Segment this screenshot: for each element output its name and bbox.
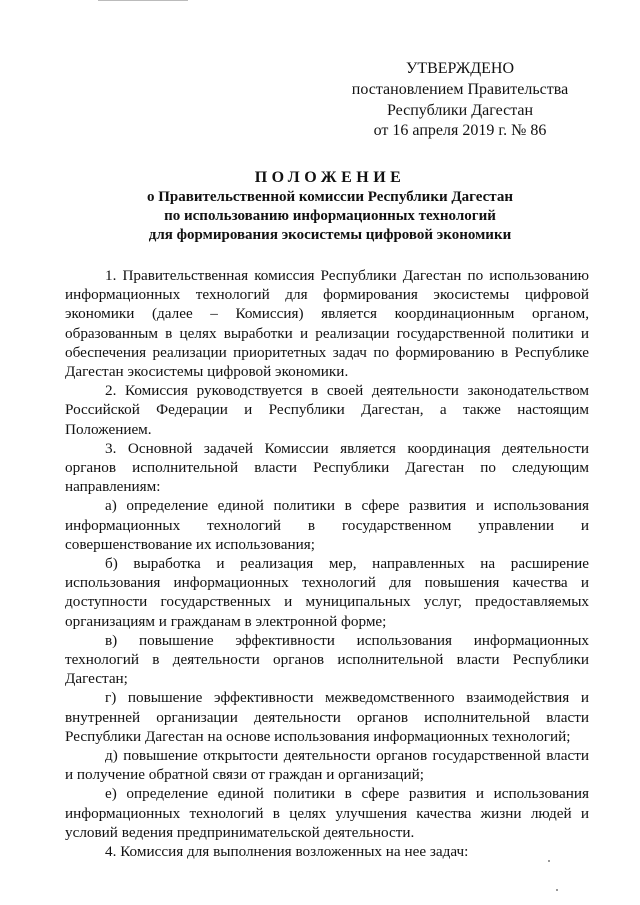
approval-line-2: Республики Дагестан bbox=[386, 102, 534, 119]
scan-speck bbox=[556, 889, 558, 891]
item-a: а) определение единой политики в сфере развития и использования информационных технологий в государственном управлении и совершенствование их использования; bbox=[65, 497, 589, 553]
item-b: б) выработка и реализация мер, направленных на расширение использования информационных технологий для повышения качества и доступности государственных и муниципальных услуг, предоставляемых организациям и гражданам в электронной форме; bbox=[65, 555, 589, 630]
item-e: е) определение единой политики в сфере развития и использования информационных технологий в целях улучшения качества жизни людей и условий ведения предпринимательской деятельности. bbox=[65, 785, 589, 841]
approval-line-1: постановлением Правительства bbox=[351, 81, 569, 98]
item-g: г) повышение эффективности межведомственного взаимодействия и внутренней организации деятельности органов исполнительной власти Республики Дагестан на основе использования информационных технологий; bbox=[65, 689, 589, 745]
approval-block bbox=[330, 58, 590, 139]
paragraph-3: 3. Основной задачей Комиссии является координация деятельности органов исполнительной власти Республики Дагестан по следующим направлениям: bbox=[65, 439, 589, 496]
title-line-3: для формирования экосистемы цифровой экономики bbox=[148, 227, 512, 243]
paragraph-4: 4. Комиссия для выполнения возложенных на нее задач: bbox=[105, 843, 469, 861]
document-body bbox=[65, 266, 589, 861]
approval-date: от 16 апреля 2019 г. № 86 bbox=[373, 122, 547, 139]
item-v: в) повышение эффективности использования информационных технологий в деятельности органов исполнительной власти Республики Дагестан; bbox=[65, 631, 589, 688]
title-line-1: о Правительственной комиссии Республики Дагестан bbox=[147, 189, 513, 205]
item-d: д) повышение открытости деятельности органов государственной власти и получение обратной связи от граждан и организаций; bbox=[65, 747, 589, 784]
document-title bbox=[60, 168, 600, 245]
paragraph-1: 1. Правительственная комиссия Республики Дагестан по использованию информационных технологий для формирования экосистемы цифровой экономики (далее – Комиссия) является координационным органом, образованным в целях выработки и реализации государственной политики и обеспечения реализации приоритетных задач по формированию в Республике Дагестан экосистемы цифровой экономики. bbox=[65, 267, 589, 381]
approval-stamp: УТВЕРЖДЕНО bbox=[405, 60, 514, 77]
title-line-2: по использованию информационных технологий bbox=[164, 208, 496, 224]
scan-edge-line bbox=[98, 0, 188, 1]
title-heading: ПОЛОЖЕНИЕ bbox=[254, 169, 406, 186]
paragraph-2: 2. Комиссия руководствуется в своей деятельности законодательством Российской Федерации и Республики Дагестан, а также настоящим Положением. bbox=[65, 382, 589, 438]
scan-speck bbox=[548, 860, 550, 862]
